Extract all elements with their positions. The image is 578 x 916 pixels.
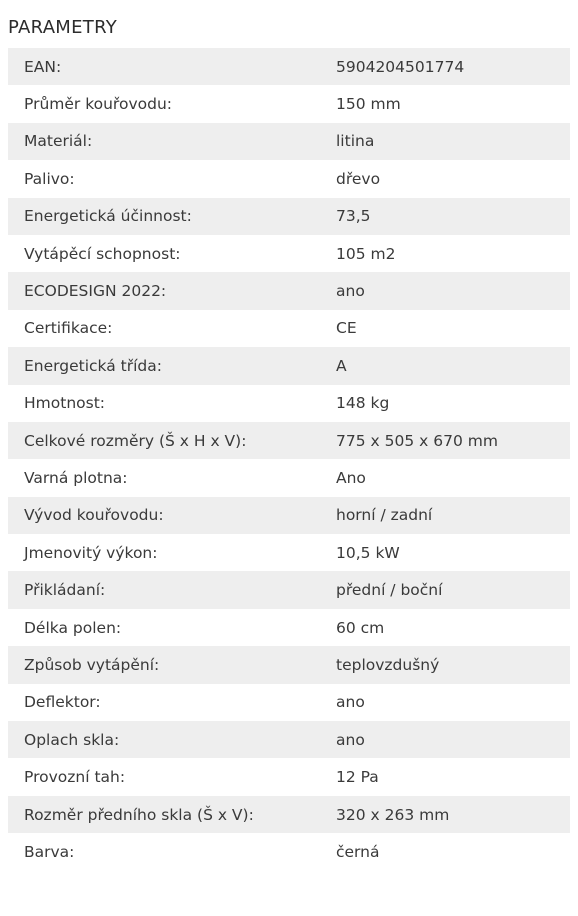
param-value: černá [336,842,380,861]
param-value: 10,5 kW [336,543,400,562]
param-value: teplovzdušný [336,655,440,674]
table-row [8,646,570,683]
table-row [8,347,570,384]
parameters-table [8,48,570,871]
table-row [8,310,570,347]
param-value: dřevo [336,169,381,188]
param-value: ano [336,282,365,301]
table-row [8,721,570,758]
table-row [8,160,570,197]
param-value: Ano [336,468,366,487]
param-value: ano [336,730,365,749]
table-row [8,497,570,534]
param-label: Certifikace: [24,319,113,338]
param-label: Varná plotna: [24,468,128,487]
param-label: Energetická třída: [24,356,162,375]
param-label: Délka polen: [24,618,122,637]
param-value: 148 kg [336,394,390,413]
table-row [8,235,570,272]
param-label: Oplach skla: [24,730,120,749]
param-label: Rozměr předního skla (Š x V): [24,805,254,824]
table-row [8,609,570,646]
table-row [8,459,570,496]
param-label: Barva: [24,842,75,861]
param-label: Přikládaní: [24,581,106,600]
param-label: Provozní tah: [24,768,126,787]
page-title: PARAMETRY [8,17,118,39]
table-row [8,385,570,422]
param-value: 73,5 [336,207,371,226]
table-row [8,684,570,721]
table-row [8,534,570,571]
param-label: Hmotnost: [24,394,105,413]
param-label: Celkové rozměry (Š x H x V): [24,431,247,450]
param-value: 150 mm [336,95,401,114]
param-value: 105 m2 [336,244,396,263]
param-label: Jmenovitý výkon: [24,543,158,562]
param-label: Materiál: [24,132,93,151]
param-value: 5904204501774 [336,57,465,76]
table-row [8,571,570,608]
param-label: Palivo: [24,169,75,188]
param-value: 60 cm [336,618,385,637]
param-label: Deflektor: [24,693,101,712]
param-label: Průměr kouřovodu: [24,95,172,114]
table-row [8,796,570,833]
param-value: horní / zadní [336,506,433,525]
param-value: 12 Pa [336,768,379,787]
param-value: CE [336,319,357,338]
param-label: ECODESIGN 2022: [24,282,167,301]
param-label: Způsob vytápění: [24,655,160,674]
param-value: ano [336,693,365,712]
param-value: litina [336,132,375,151]
param-label: Energetická účinnost: [24,207,192,226]
param-value: 775 x 505 x 670 mm [336,431,498,450]
param-label: Vývod kouřovodu: [24,506,164,525]
param-value: přední / boční [336,581,443,600]
table-row [8,422,570,459]
table-row [8,48,570,85]
param-label: Vytápěcí schopnost: [24,244,181,263]
param-label: EAN: [24,57,62,76]
table-row [8,198,570,235]
table-row [8,85,570,122]
table-row [8,123,570,160]
table-row [8,758,570,795]
param-value: A [336,356,347,375]
param-value: 320 x 263 mm [336,805,450,824]
table-row [8,833,570,870]
table-row [8,272,570,309]
